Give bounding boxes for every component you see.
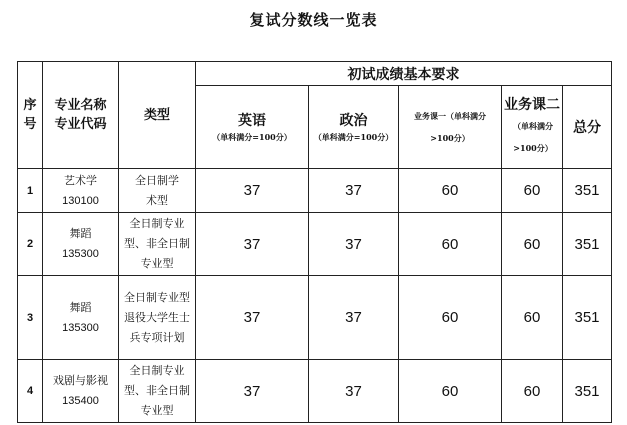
score-table [17,61,612,423]
total-score: 351 [563,169,612,213]
header-row-1 [18,62,612,86]
total-header: 总分 [563,86,612,169]
row-number: 3 [18,276,43,360]
politics-header-label: 政治 [339,112,368,129]
major-code: 135300 [62,321,99,334]
type-header: 类型 [119,62,196,169]
course2-header-note: （单科满分>100分） [513,120,553,153]
major-cell [43,213,119,276]
total-score: 351 [563,276,612,360]
seq-header-line2: 号 [23,117,37,132]
english-score: 37 [196,360,309,423]
initial-score-group-header: 初试成绩基本要求 [196,62,612,86]
course1-score: 60 [399,276,502,360]
english-header [196,86,309,169]
major-name: 舞蹈 [69,300,92,314]
major-cell [43,360,119,423]
table-row [18,169,612,213]
row-number: 4 [18,360,43,423]
course2-score: 60 [502,360,563,423]
major-cell [43,276,119,360]
type-cell [119,360,196,423]
table-row [18,276,612,360]
course1-score: 60 [399,169,502,213]
type-cell [119,276,196,360]
english-score: 37 [196,213,309,276]
course2-header [502,86,563,169]
type-text: 全日制专业型、非全日制专业型 [124,217,190,270]
english-header-label: 英语 [238,112,266,129]
major-name: 艺术学 [64,173,97,187]
course2-score: 60 [502,276,563,360]
course1-header [399,86,502,169]
type-cell [119,169,196,213]
table-row [18,213,612,276]
table-row [18,360,612,423]
course2-score: 60 [502,213,563,276]
politics-score: 37 [309,169,399,213]
politics-score: 37 [309,276,399,360]
course1-score: 60 [399,213,502,276]
english-score: 37 [196,169,309,213]
major-name: 戏剧与影视 [53,374,108,387]
major-header [43,62,119,169]
politics-header-note: （单科满分=100分） [313,131,394,142]
row-number: 1 [18,169,43,213]
course1-score: 60 [399,360,502,423]
type-text: 全日制专业型、非全日制专业型 [124,364,190,417]
politics-header [309,86,399,169]
page-title: 复试分数线一览表 [249,11,378,29]
type-text: 全日制专业型退役大学生士兵专项计划 [124,290,190,344]
type-text: 全日制学术型 [135,173,179,207]
major-name: 舞蹈 [69,227,92,240]
major-code: 135400 [62,395,99,407]
major-cell [43,169,119,213]
seq-header-line1: 序 [23,98,37,113]
total-score: 351 [563,213,612,276]
major-header-code: 专业代码 [54,117,107,132]
english-header-note: （单科满分=100分） [212,131,292,142]
major-code: 135300 [62,248,99,260]
course2-header-label: 业务课二 [504,96,560,113]
course2-score: 60 [502,169,563,213]
row-number: 2 [18,213,43,276]
seq-header [18,62,43,169]
english-score: 37 [196,276,309,360]
major-header-name: 专业名称 [54,98,107,113]
course1-header-label: 业务课一（单科满分>100分） [414,111,486,143]
major-code: 130100 [62,194,99,207]
type-cell [119,213,196,276]
politics-score: 37 [309,360,399,423]
total-score: 351 [563,360,612,423]
politics-score: 37 [309,213,399,276]
